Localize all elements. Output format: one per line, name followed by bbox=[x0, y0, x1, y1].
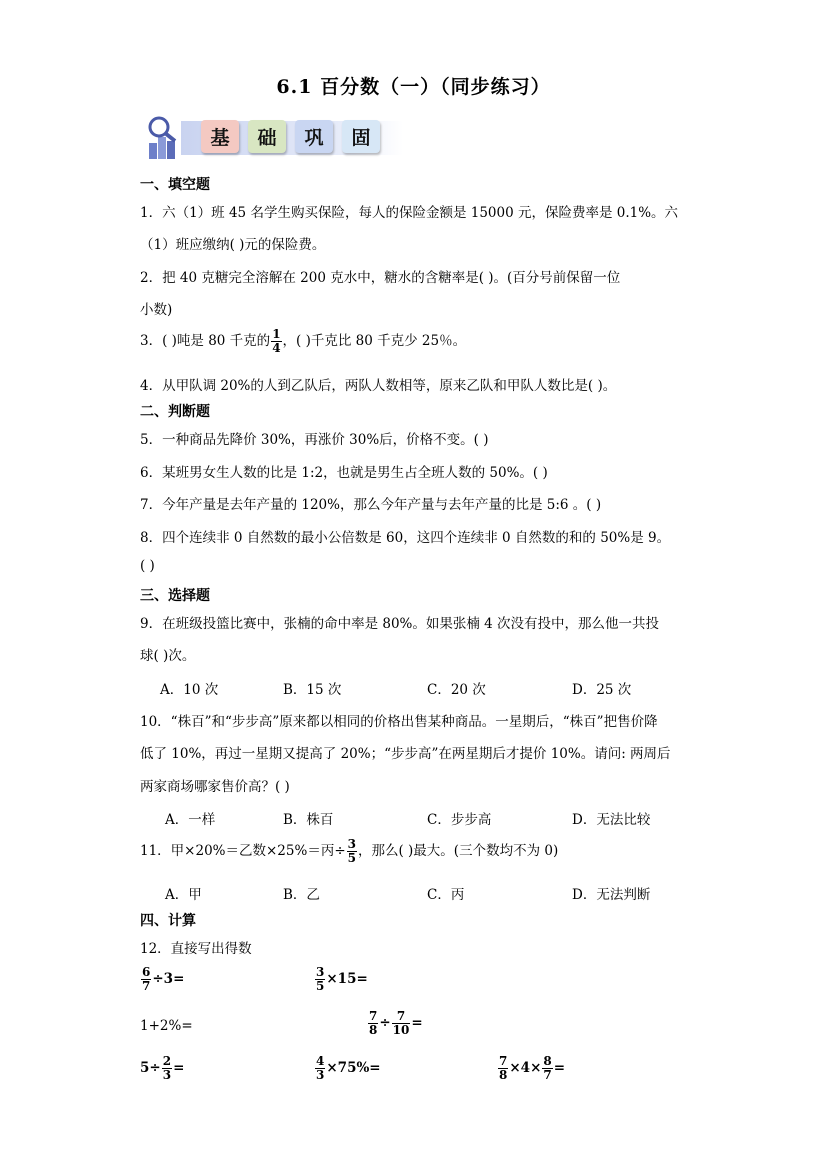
banner-char-4: 固 bbox=[342, 120, 380, 153]
calc-item-3: 1+2%= bbox=[140, 1018, 193, 1034]
question-9-line-1: 9．在班级投篮比赛中，张楠的命中率是 80%。如果张楠 4 次没有投中，那么他一共投 bbox=[140, 616, 660, 632]
q11-option-b: B．乙 bbox=[283, 887, 320, 903]
question-2-line-1: 2．把 40 克糖完全溶解在 200 克水中，糖水的含糖率是( )。(百分号前保留一位 bbox=[140, 270, 621, 286]
calc-item-1: $\frac{6}{7}$ ÷3= bbox=[142, 965, 185, 993]
q9-option-c: C．20 次 bbox=[427, 682, 486, 698]
question-1-line-1: 1．六（1）班 45 名学生购买保险，每人的保险金额是 15000 元，保险费率是 0.1%。六 bbox=[140, 205, 679, 221]
question-5: 5．一种商品先降价 30%，再涨价 30%后，价格不变。( ) bbox=[140, 432, 489, 448]
calc-item-2: $\frac{3}{5}$ ×15= bbox=[316, 965, 368, 993]
question-11: 11．甲×20%＝乙数×25%＝丙÷ $\frac{3}{5}$ ，那么( )最大。(三个数均不为 0) bbox=[140, 837, 559, 865]
q9-option-a: A．10 次 bbox=[160, 682, 219, 698]
question-7: 7．今年产量是去年产量的 120%，那么今年产量与去年产量的比是 5:6 。( ) bbox=[140, 497, 602, 513]
section-heading-choice: 三、选择题 bbox=[140, 588, 210, 604]
fraction: $\frac{1}{4}$ bbox=[272, 327, 281, 355]
question-10-line-3: 两家商场哪家售价高？( ) bbox=[140, 779, 290, 795]
q9-option-b: B．15 次 bbox=[283, 682, 342, 698]
banner-char-1: 基 bbox=[201, 120, 239, 153]
q11-option-d: D．无法判断 bbox=[572, 887, 651, 903]
question-8-line-2: ( ) bbox=[140, 558, 155, 574]
question-8-line-1: 8．四个连续非 0 自然数的最小公倍数是 60，这四个连续非 0 自然数的和的 50%是 9。 bbox=[140, 530, 671, 546]
question-10-line-2: 低了 10%，再过一星期又提高了 20%；“步步高”在两星期后才提价 10%。请问: 两周后 bbox=[140, 746, 671, 762]
banner-char-3: 巩 bbox=[295, 120, 333, 153]
question-6: 6．某班男女生人数的比是 1:2，也就是男生占全班人数的 50%。( ) bbox=[140, 465, 548, 481]
question-2-line-2: 小数) bbox=[140, 302, 173, 318]
section-heading-judge: 二、判断题 bbox=[140, 404, 210, 420]
question-10-line-1: 10．“株百”和“步步高”原来都以相同的价格出售某种商品。一星期后，“株百”把售价降 bbox=[140, 714, 658, 730]
fraction: $\frac{3}{5}$ bbox=[347, 837, 356, 865]
question-9-line-2: 球( )次。 bbox=[140, 648, 196, 664]
question-4: 4．从甲队调 20%的人到乙队后，两队人数相等，原来乙队和甲队人数比是( )。 bbox=[140, 378, 617, 394]
question-12-label: 12．直接写出得数 bbox=[140, 941, 252, 957]
question-1-line-2: （1）班应缴纳( )元的保险费。 bbox=[140, 237, 326, 253]
calc-item-7: $\frac{7}{8}$ ×4× $\frac{8}{7}$ = bbox=[499, 1054, 566, 1082]
section-heading-fill: 一、填空题 bbox=[140, 177, 210, 193]
q11-option-a: A．甲 bbox=[165, 887, 202, 903]
question-3: 3．( )吨是 80 千克的 $\frac{1}{4}$ ，( )千克比 80 千克少 25％。 bbox=[140, 327, 467, 355]
banner-char-2: 础 bbox=[248, 120, 286, 153]
q11-option-c: C．丙 bbox=[427, 887, 465, 903]
section-heading-calc: 四、计算 bbox=[140, 913, 196, 929]
q9-option-d: D．25 次 bbox=[572, 682, 632, 698]
section-banner bbox=[143, 113, 403, 163]
q10-option-c: C．步步高 bbox=[427, 812, 492, 828]
calc-item-4: $\frac{7}{8}$ ÷ $\frac{7}{10}$ = bbox=[369, 1009, 423, 1037]
calc-item-6: $\frac{4}{3}$ ×75%= bbox=[316, 1054, 381, 1082]
q10-option-d: D．无法比较 bbox=[572, 812, 651, 828]
q10-option-b: B．株百 bbox=[283, 812, 334, 828]
calc-item-5: 5÷ $\frac{2}{3}$ = bbox=[140, 1054, 185, 1082]
q10-option-a: A．一样 bbox=[165, 812, 216, 828]
page-title: 6.1 百分数（一）（同步练习） bbox=[276, 76, 551, 98]
